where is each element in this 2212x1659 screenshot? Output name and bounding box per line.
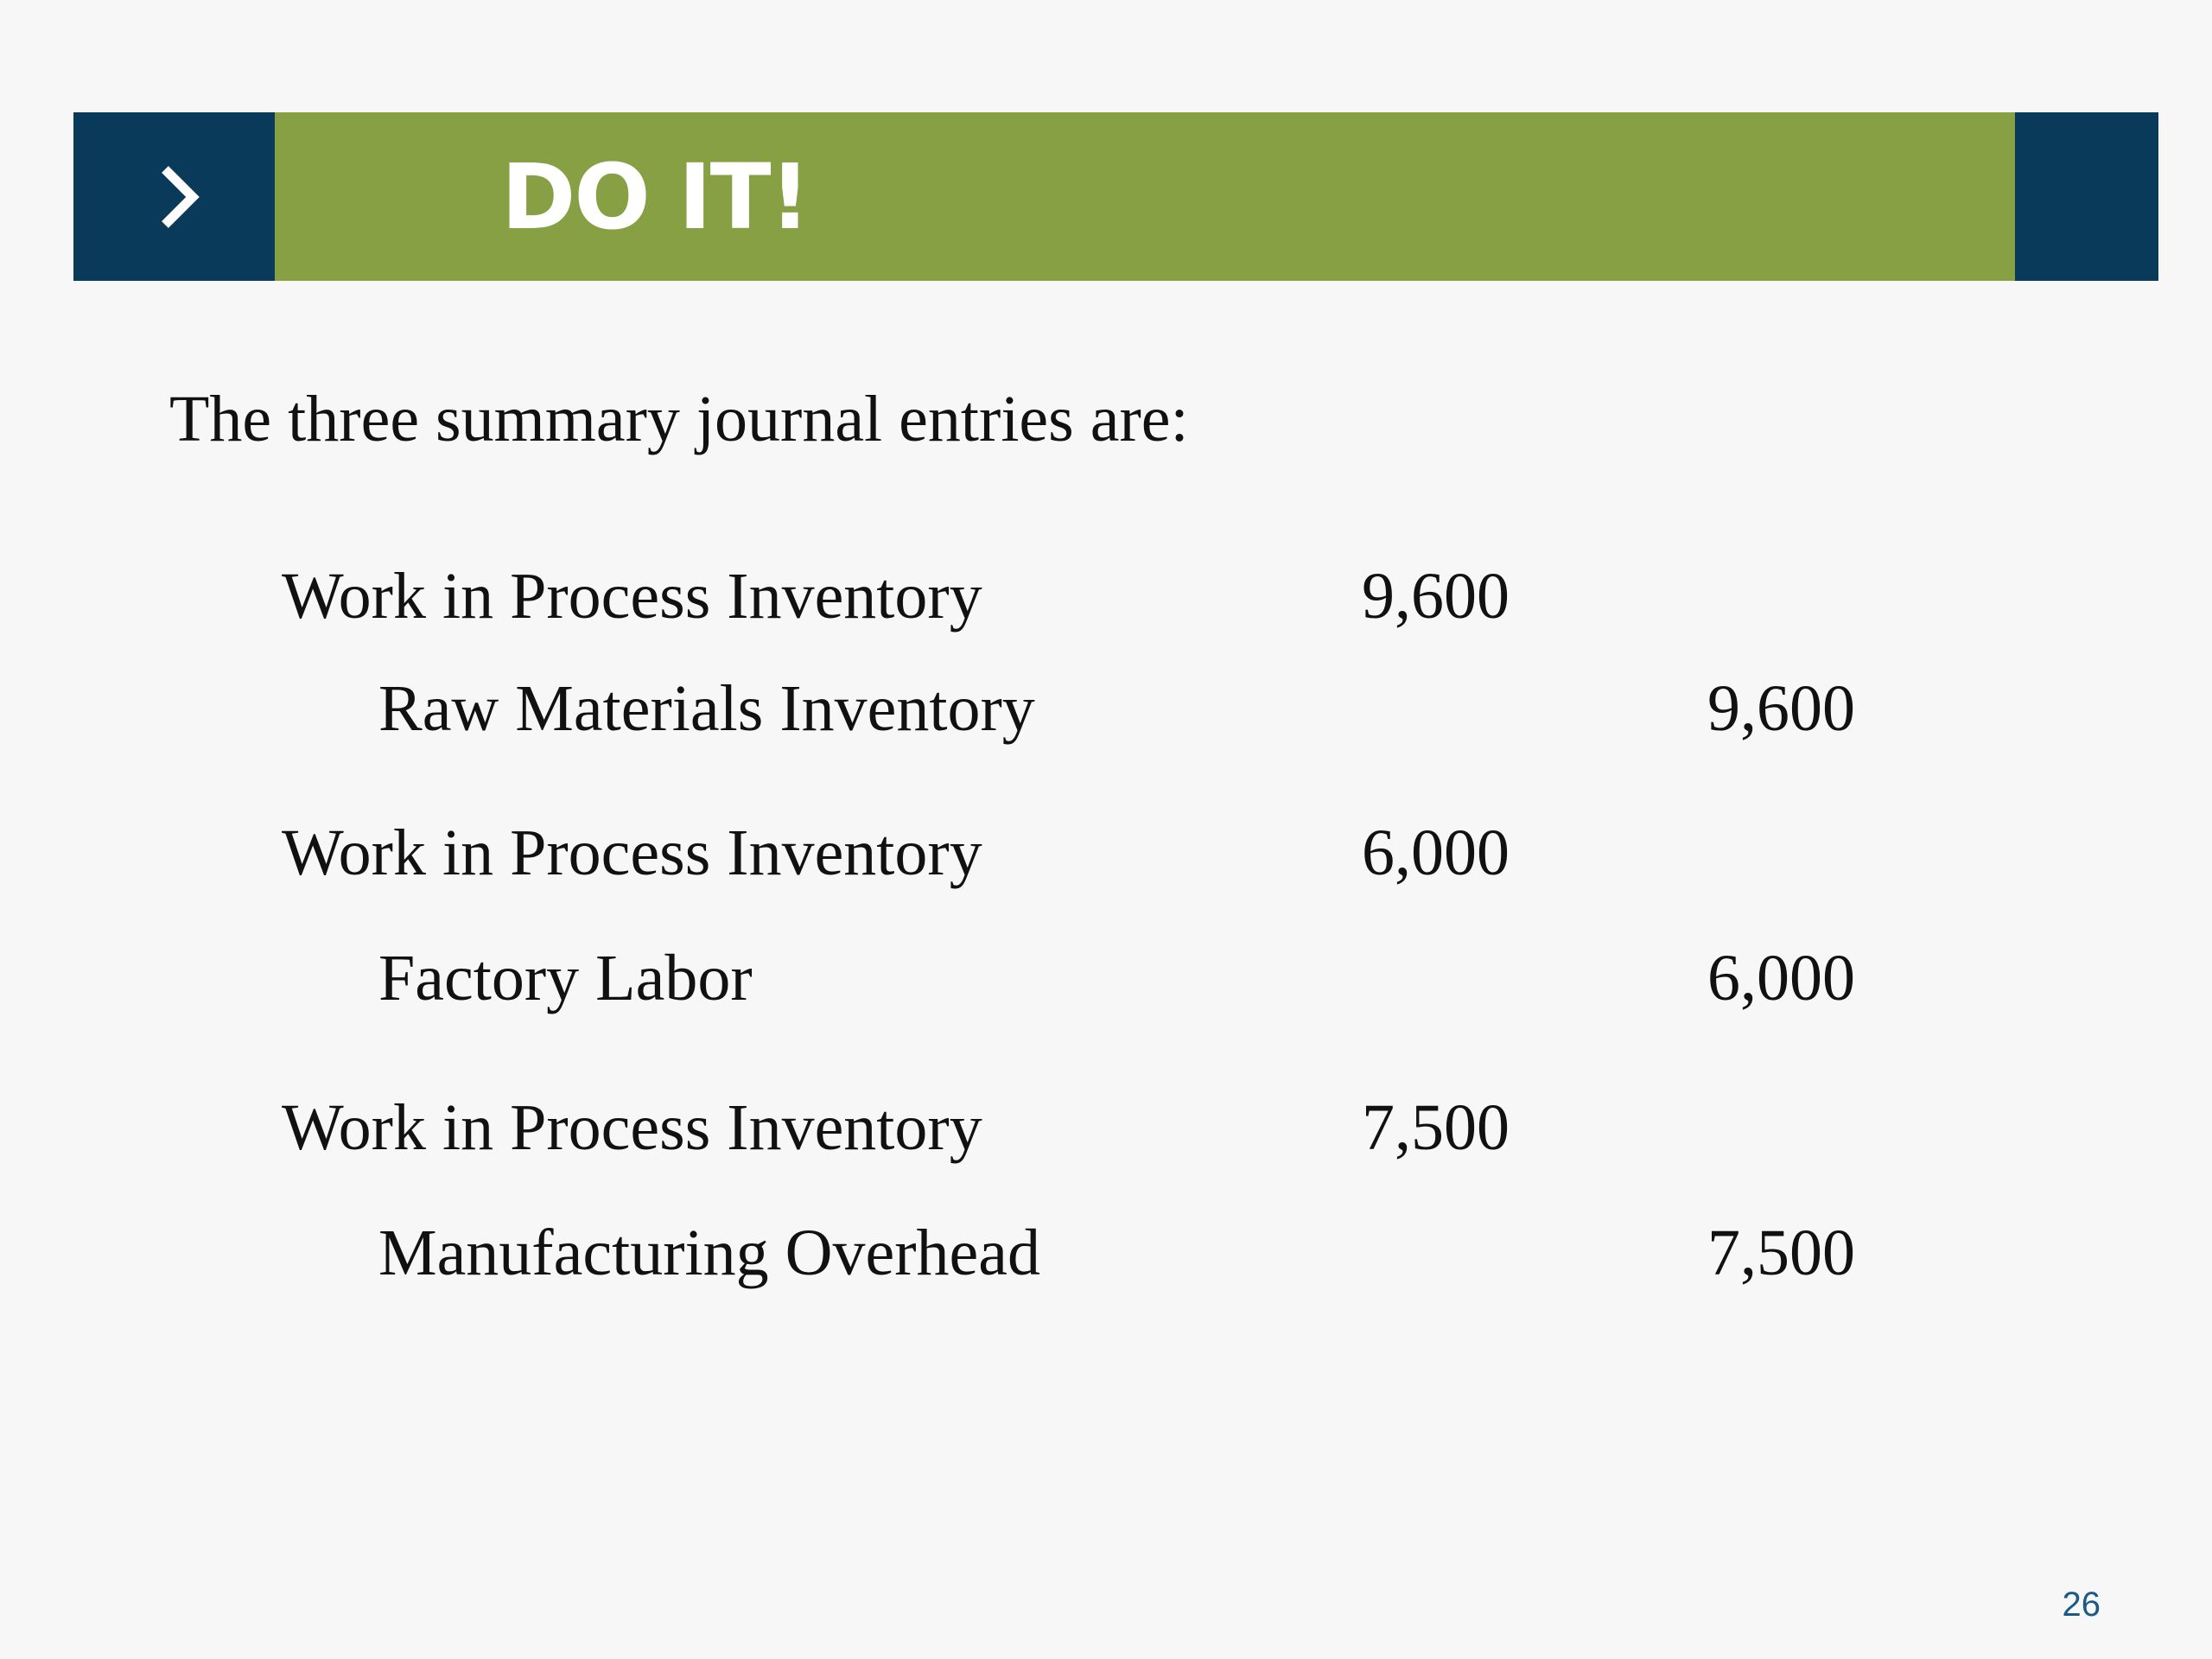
journal-entry-1-debit	[0, 553, 2212, 639]
credit-amount: 6,000	[1707, 942, 1855, 1014]
credit-account: Factory Labor	[378, 942, 753, 1014]
page-number: 26	[2062, 1586, 2101, 1624]
credit-amount: 7,500	[1707, 1217, 1855, 1289]
debit-amount: 9,600	[1362, 560, 1510, 632]
debit-account: Work in Process Inventory	[282, 560, 982, 632]
chevron-right-icon	[153, 162, 205, 232]
header-title: DO IT!	[501, 144, 810, 250]
credit-account: Raw Materials Inventory	[378, 672, 1035, 745]
debit-amount: 6,000	[1362, 817, 1510, 889]
intro-text: The three summary journal entries are:	[169, 383, 1189, 455]
credit-amount: 9,600	[1707, 672, 1855, 745]
journal-entry-3-debit	[0, 1084, 2212, 1171]
journal-entry-3-credit	[0, 1210, 2212, 1296]
debit-amount: 7,500	[1362, 1091, 1510, 1164]
debit-account: Work in Process Inventory	[282, 817, 982, 889]
journal-entry-1-credit	[0, 665, 2212, 752]
banner-left-block	[73, 112, 275, 281]
header-banner	[73, 112, 2158, 281]
journal-entry-2-debit	[0, 810, 2212, 896]
banner-green-block	[275, 112, 2015, 281]
banner-right-block	[2015, 112, 2158, 281]
journal-entry-2-credit	[0, 935, 2212, 1021]
debit-account: Work in Process Inventory	[282, 1091, 982, 1164]
credit-account: Manufacturing Overhead	[378, 1217, 1041, 1289]
